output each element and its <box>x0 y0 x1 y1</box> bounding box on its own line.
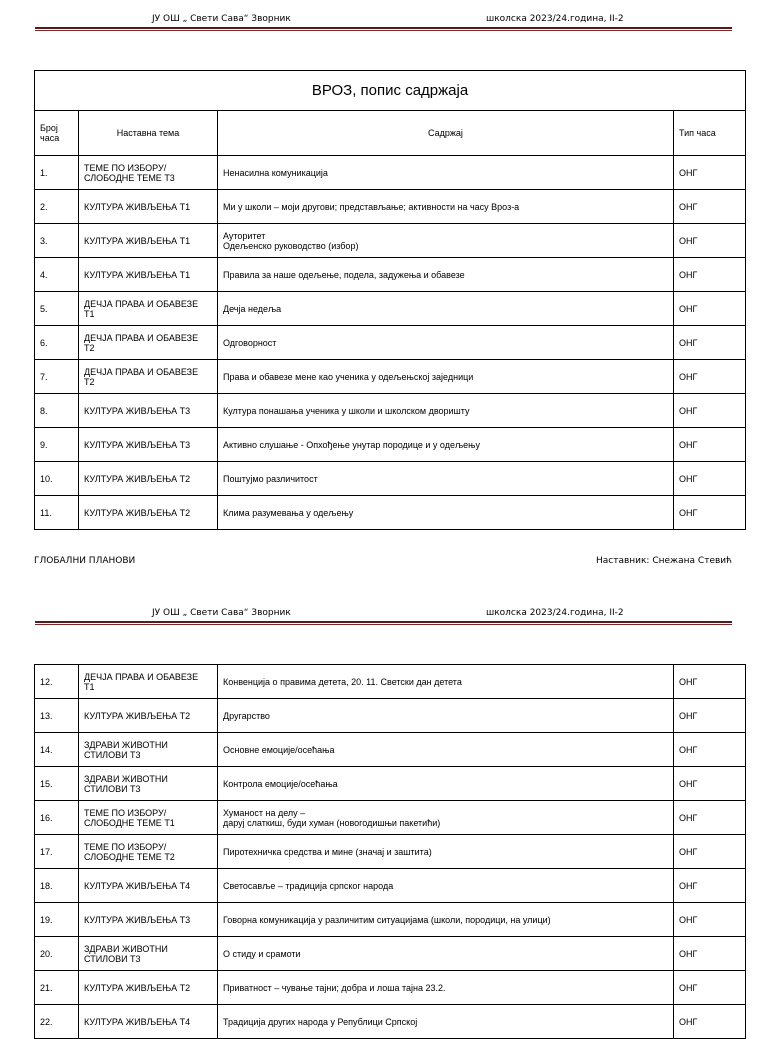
row-type: ОНГ <box>674 190 746 224</box>
row-content: О стиду и срамоти <box>218 937 674 971</box>
table-row <box>35 767 746 801</box>
row-type: ОНГ <box>674 326 746 360</box>
row-content: Хуманост на делу – даруј слаткиш, буди хуман (новогодишњи пакетићи) <box>218 801 674 835</box>
table-title: ВРОЗ, попис садржаја <box>35 71 746 111</box>
table-row <box>35 428 746 462</box>
row-type: ОНГ <box>674 801 746 835</box>
row-type: ОНГ <box>674 258 746 292</box>
row-content: Приватност – чување тајни; добра и лоша тајна 23.2. <box>218 971 674 1005</box>
row-type: ОНГ <box>674 665 746 699</box>
row-number: 15. <box>35 767 79 801</box>
content-table-2 <box>34 664 746 1039</box>
row-number: 2. <box>35 190 79 224</box>
row-topic: ДЕЧЈА ПРАВА И ОБАВЕЗЕ Т2 <box>79 326 218 360</box>
table-row <box>35 394 746 428</box>
content-table-1 <box>34 70 746 530</box>
row-topic: КУЛТУРА ЖИВЉЕЊА Т2 <box>79 496 218 530</box>
column-header-content: Садржај <box>218 111 674 156</box>
column-header-num: Број часа <box>35 111 79 156</box>
row-content: Светосавље – традиција српског народа <box>218 869 674 903</box>
row-topic: ЗДРАВИ ЖИВОТНИ СТИЛОВИ Т3 <box>79 733 218 767</box>
page-header-1 <box>0 14 768 34</box>
row-content: Правила за наше одељење, подела, задужења и обавезе <box>218 258 674 292</box>
table-row <box>35 360 746 394</box>
row-type: ОНГ <box>674 394 746 428</box>
row-topic: ТЕМЕ ПО ИЗБОРУ/ СЛОБОДНЕ ТЕМЕ Т1 <box>79 801 218 835</box>
table-row <box>35 258 746 292</box>
header-rule <box>35 27 732 29</box>
row-type: ОНГ <box>674 903 746 937</box>
row-topic: КУЛТУРА ЖИВЉЕЊА Т3 <box>79 903 218 937</box>
footer-left: ГЛОБАЛНИ ПЛАНОВИ <box>34 556 136 566</box>
row-topic: КУЛТУРА ЖИВЉЕЊА Т1 <box>79 258 218 292</box>
table-row <box>35 733 746 767</box>
table-row <box>35 699 746 733</box>
row-number: 14. <box>35 733 79 767</box>
table-row <box>35 903 746 937</box>
row-content: Говорна комуникација у различитим ситуацијама (школи, породици, на улици) <box>218 903 674 937</box>
table-body-1 <box>35 156 746 530</box>
table-row <box>35 224 746 258</box>
row-topic: ЗДРАВИ ЖИВОТНИ СТИЛОВИ Т3 <box>79 937 218 971</box>
row-type: ОНГ <box>674 462 746 496</box>
row-type: ОНГ <box>674 869 746 903</box>
row-topic: КУЛТУРА ЖИВЉЕЊА Т4 <box>79 869 218 903</box>
table-row <box>35 835 746 869</box>
school-name: ЈУ ОШ „ Свети Сава“ Зворник <box>152 14 291 24</box>
row-number: 22. <box>35 1005 79 1039</box>
row-type: ОНГ <box>674 835 746 869</box>
column-header-type: Тип часа <box>674 111 746 156</box>
row-number: 7. <box>35 360 79 394</box>
row-number: 5. <box>35 292 79 326</box>
row-topic: ДЕЧЈА ПРАВА И ОБАВЕЗЕ Т1 <box>79 665 218 699</box>
row-number: 18. <box>35 869 79 903</box>
row-content: Другарство <box>218 699 674 733</box>
row-number: 10. <box>35 462 79 496</box>
row-type: ОНГ <box>674 292 746 326</box>
header-rule-thin <box>35 624 732 625</box>
row-topic: КУЛТУРА ЖИВЉЕЊА Т3 <box>79 428 218 462</box>
row-content: Активно слушање - Опхођење унутар породице и у одељењу <box>218 428 674 462</box>
row-content: Ненасилна комуникација <box>218 156 674 190</box>
row-content: Поштујмо различитост <box>218 462 674 496</box>
row-number: 16. <box>35 801 79 835</box>
row-topic: КУЛТУРА ЖИВЉЕЊА Т2 <box>79 699 218 733</box>
row-number: 1. <box>35 156 79 190</box>
column-header-topic: Наставна тема <box>79 111 218 156</box>
row-number: 21. <box>35 971 79 1005</box>
table-row <box>35 190 746 224</box>
row-topic: ЗДРАВИ ЖИВОТНИ СТИЛОВИ Т3 <box>79 767 218 801</box>
row-content: Култура понашања ученика у школи и школском дворишту <box>218 394 674 428</box>
school-year: школска 2023/24.година, II-2 <box>486 14 624 24</box>
row-type: ОНГ <box>674 733 746 767</box>
row-topic: ДЕЧЈА ПРАВА И ОБАВЕЗЕ Т1 <box>79 292 218 326</box>
table-row <box>35 156 746 190</box>
header-rule <box>35 621 732 623</box>
row-type: ОНГ <box>674 937 746 971</box>
row-topic: ТЕМЕ ПО ИЗБОРУ/ СЛОБОДНЕ ТЕМЕ Т2 <box>79 835 218 869</box>
row-type: ОНГ <box>674 699 746 733</box>
header-rule-thin <box>35 30 732 31</box>
table-body-2 <box>35 665 746 1039</box>
table-row <box>35 869 746 903</box>
row-type: ОНГ <box>674 1005 746 1039</box>
row-number: 19. <box>35 903 79 937</box>
table-row <box>35 326 746 360</box>
row-content: Пиротехничка средства и мине (значај и заштита) <box>218 835 674 869</box>
row-type: ОНГ <box>674 224 746 258</box>
row-topic: КУЛТУРА ЖИВЉЕЊА Т4 <box>79 1005 218 1039</box>
row-topic: КУЛТУРА ЖИВЉЕЊА Т2 <box>79 971 218 1005</box>
row-content: Права и обавезе мене као ученика у одељењској заједници <box>218 360 674 394</box>
page-header-2 <box>0 608 768 628</box>
row-content: Контрола емоције/осећања <box>218 767 674 801</box>
row-content: Традиција других народа у Републици Српској <box>218 1005 674 1039</box>
row-content: Клима разумевања у одељењу <box>218 496 674 530</box>
row-number: 8. <box>35 394 79 428</box>
table-row <box>35 971 746 1005</box>
row-topic: КУЛТУРА ЖИВЉЕЊА Т2 <box>79 462 218 496</box>
row-number: 3. <box>35 224 79 258</box>
row-number: 11. <box>35 496 79 530</box>
table-row <box>35 937 746 971</box>
row-number: 12. <box>35 665 79 699</box>
row-topic: ДЕЧЈА ПРАВА И ОБАВЕЗЕ Т2 <box>79 360 218 394</box>
row-content: Конвенција о правима детета, 20. 11. Светски дан детета <box>218 665 674 699</box>
row-type: ОНГ <box>674 428 746 462</box>
row-topic: ТЕМЕ ПО ИЗБОРУ/ СЛОБОДНЕ ТЕМЕ Т3 <box>79 156 218 190</box>
row-type: ОНГ <box>674 767 746 801</box>
school-year: школска 2023/24.година, II-2 <box>486 608 624 618</box>
row-type: ОНГ <box>674 156 746 190</box>
row-topic: КУЛТУРА ЖИВЉЕЊА Т1 <box>79 224 218 258</box>
table-row <box>35 292 746 326</box>
row-topic: КУЛТУРА ЖИВЉЕЊА Т1 <box>79 190 218 224</box>
row-content: Основне емоције/осећања <box>218 733 674 767</box>
row-type: ОНГ <box>674 496 746 530</box>
row-content: Ми у школи – моји другови; представљање; активности на часу Вроз-а <box>218 190 674 224</box>
school-name: ЈУ ОШ „ Свети Сава“ Зворник <box>152 608 291 618</box>
table-row <box>35 665 746 699</box>
row-content: Одговорност <box>218 326 674 360</box>
row-type: ОНГ <box>674 971 746 1005</box>
row-number: 9. <box>35 428 79 462</box>
row-content: Дечја недеља <box>218 292 674 326</box>
row-number: 20. <box>35 937 79 971</box>
row-number: 13. <box>35 699 79 733</box>
row-number: 6. <box>35 326 79 360</box>
row-topic: КУЛТУРА ЖИВЉЕЊА Т3 <box>79 394 218 428</box>
row-number: 17. <box>35 835 79 869</box>
row-number: 4. <box>35 258 79 292</box>
table-row <box>35 1005 746 1039</box>
table-row <box>35 496 746 530</box>
row-type: ОНГ <box>674 360 746 394</box>
footer-teacher: Наставник: Снежана Стевић <box>595 556 732 566</box>
row-content: Ауторитет Одељенско руководство (избор) <box>218 224 674 258</box>
table-row <box>35 801 746 835</box>
table-row <box>35 462 746 496</box>
